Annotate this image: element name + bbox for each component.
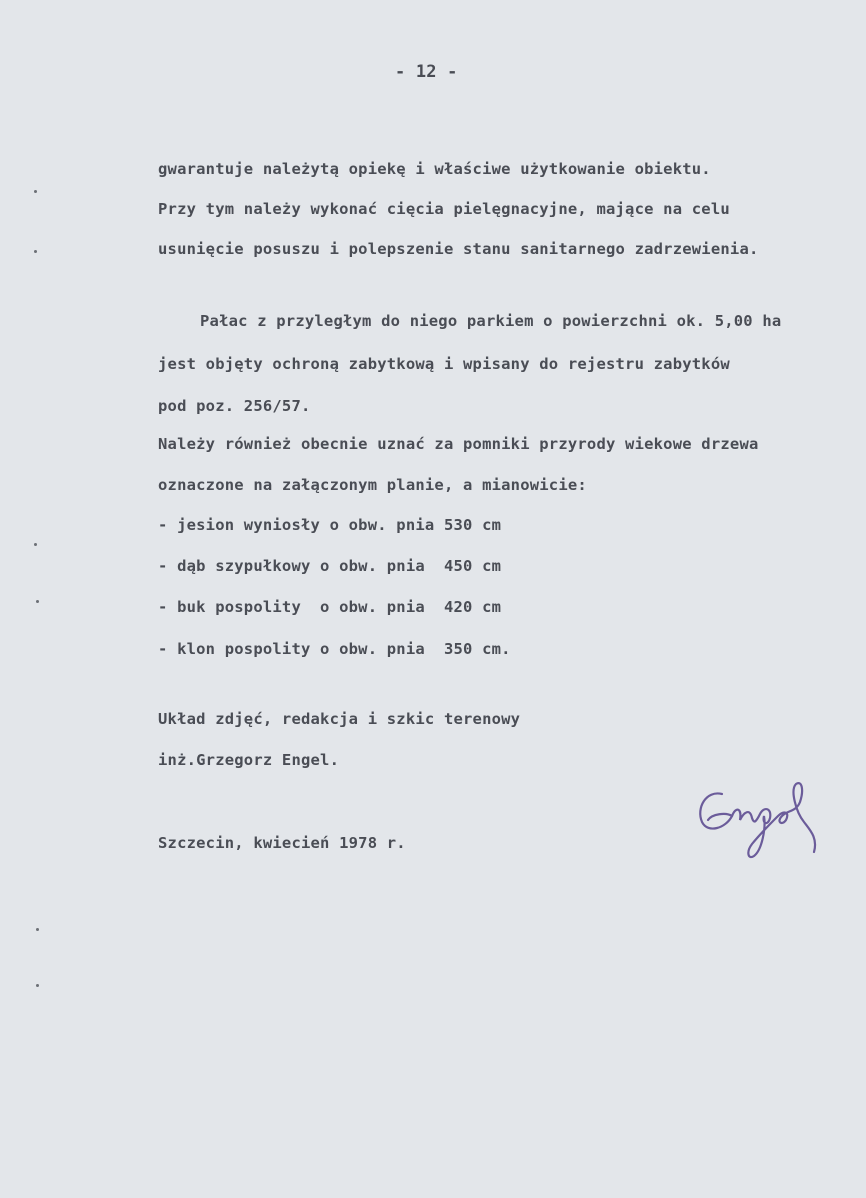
binding-hole <box>36 984 39 987</box>
binding-hole <box>36 600 39 603</box>
paragraph2-line-2: jest objęty ochroną zabytkową i wpisany do rejestru zabytków <box>158 355 730 373</box>
paragraph1-line-3: usunięcie posuszu i polepszenie stanu sanitarnego zadrzewienia. <box>158 240 759 258</box>
page-number: - 12 - <box>395 62 458 82</box>
place-date: Szczecin, kwiecień 1978 r. <box>158 834 406 852</box>
handwritten-signature <box>692 772 842 867</box>
paragraph3-line-1: Należy również obecnie uznać za pomniki przyrody wiekowe drzewa <box>158 435 759 453</box>
credits-line-2: inż.Grzegorz Engel. <box>158 751 340 769</box>
credits-line-1: Układ zdjęć, redakcja i szkic terenowy <box>158 710 521 728</box>
tree-list-item: - jesion wyniosły o obw. pnia 530 cm <box>158 516 502 534</box>
paragraph1-line-2: Przy tym należy wykonać cięcia pielęgnacyjne, mające na celu <box>158 200 730 218</box>
paragraph1-line-1: gwarantuje należytą opiekę i właściwe użytkowanie obiektu. <box>158 160 711 178</box>
tree-list-item: - dąb szypułkowy o obw. pnia 450 cm <box>158 557 502 575</box>
tree-list-item: - buk pospolity o obw. pnia 420 cm <box>158 598 502 616</box>
binding-hole <box>36 928 39 931</box>
paragraph2-line-1: Pałac z przyległym do niego parkiem o powierzchni ok. 5,00 ha <box>200 312 782 330</box>
binding-hole <box>34 250 37 253</box>
binding-hole <box>34 543 37 546</box>
tree-list-item: - klon pospolity o obw. pnia 350 cm. <box>158 640 511 658</box>
paragraph2-line-3: pod poz. 256/57. <box>158 397 311 415</box>
paragraph3-line-2: oznaczone na załączonym planie, a mianowicie: <box>158 476 587 494</box>
binding-hole <box>34 190 37 193</box>
